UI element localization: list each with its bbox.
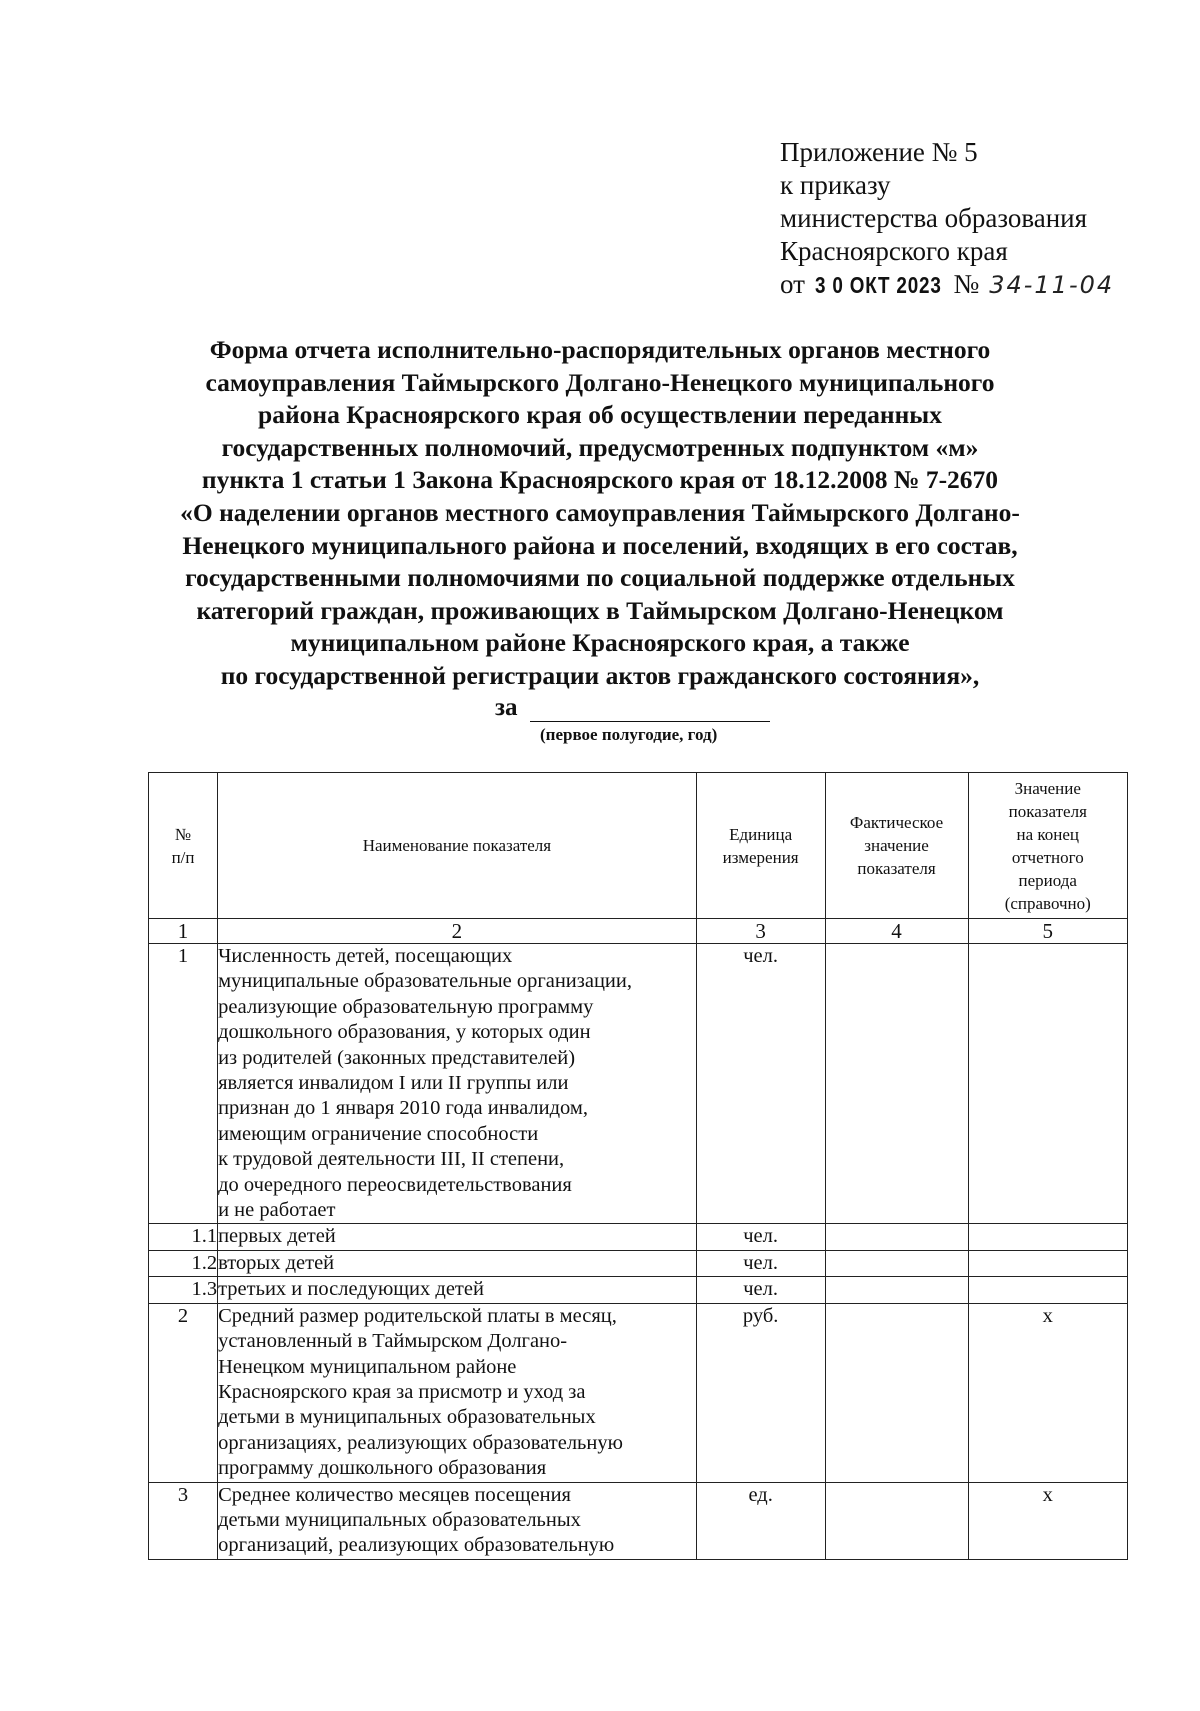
indicator-name-line: организаций, реализующих образовательную [218, 1534, 615, 1557]
appendix-line-1: Приложение № 5 [780, 137, 978, 167]
col-number-1: 1 [149, 919, 218, 944]
indicator-name [218, 1250, 697, 1276]
column-numbers-row [149, 919, 1128, 944]
actual-value-cell[interactable] [825, 1303, 968, 1482]
date-prefix: от [780, 269, 805, 299]
indicator-name [218, 1482, 697, 1559]
indicator-name-line: детьми в муниципальных образовательных [218, 1406, 596, 1429]
indicator-name-line: к трудовой деятельности III, II степени, [218, 1148, 565, 1171]
col-number-4: 4 [825, 919, 968, 944]
indicator-name-line: является инвалидом I или II группы или [218, 1072, 569, 1095]
period-note: (первое полугодие, год) [540, 725, 718, 744]
indicator-name-line: реализующие образовательную программу [218, 995, 594, 1018]
title-line: муниципальном районе Красноярского края, а также [290, 628, 910, 658]
actual-value-cell[interactable] [825, 1224, 968, 1250]
header-end-period [968, 773, 1127, 919]
indicator-name-line: до очередного переосвидетельствования [218, 1173, 572, 1196]
appendix-line-2: к приказу [780, 170, 891, 200]
report-table [148, 772, 1128, 1560]
header-num [149, 773, 218, 919]
indicator-name-line: дошкольного образования, у которых один [218, 1021, 591, 1044]
indicator-name-line: Средний размер родительской платы в месяц, [218, 1304, 617, 1327]
header-unit-line-2: измерения [722, 847, 799, 867]
header-actual-line-1: Фактическое [849, 813, 944, 832]
row-number: 1.2 [149, 1250, 218, 1276]
header-end-line-6: (справочно) [1004, 893, 1091, 913]
unit-of-measure: ед. [696, 1482, 825, 1559]
col-number-2: 2 [218, 919, 697, 944]
header-end-line-4: отчетного [1011, 847, 1084, 867]
title-line: пункта 1 статьи 1 Закона Красноярского края от 18.12.2008 № 7-2670 [201, 465, 999, 495]
indicator-name [218, 1303, 697, 1482]
row-number: 1.3 [149, 1277, 218, 1303]
appendix-date-line [780, 268, 1114, 302]
indicator-name-line: Среднее количество месяцев посещения [218, 1483, 571, 1506]
indicator-name-line: детьми муниципальных образовательных [218, 1508, 581, 1531]
header-end-line-2: показателя [1008, 801, 1087, 821]
table-row [149, 1250, 1128, 1276]
period-line [495, 694, 770, 722]
actual-value-cell[interactable] [825, 1250, 968, 1276]
indicator-name-line: Красноярского края за присмотр и уход за [218, 1380, 586, 1403]
table-row [149, 944, 1128, 1224]
end-period-value-cell[interactable] [968, 944, 1127, 1224]
unit-of-measure: чел. [696, 1224, 825, 1250]
unit-of-measure: чел. [696, 944, 825, 1224]
header-actual-line-2: значение [864, 836, 929, 855]
order-date-stamp: 3 0 ОКТ 2023 [814, 272, 942, 298]
title-line: Ненецкого муниципального района и поселений, входящих в его состав, [182, 530, 1018, 560]
col-number-5: 5 [968, 919, 1127, 944]
title-line: государственными полномочиями по социальной поддержке отдельных [185, 563, 1015, 593]
unit-of-measure: чел. [696, 1277, 825, 1303]
title-line: Форма отчета исполнительно-распорядительных органов местного [209, 335, 991, 364]
indicator-name-line: первых детей [218, 1225, 336, 1248]
table-row [149, 1303, 1128, 1482]
indicator-name-line: признан до 1 января 2010 года инвалидом, [218, 1097, 588, 1120]
end-period-value-cell[interactable] [968, 1250, 1127, 1276]
title-line: государственных полномочий, предусмотренных подпунктом «м» [221, 432, 979, 462]
indicator-name-line: вторых детей [218, 1251, 335, 1274]
actual-value-cell[interactable] [825, 1482, 968, 1559]
title-line: самоуправления Таймырского Долгано-Ненецкого муниципального [205, 367, 995, 397]
unit-of-measure: чел. [696, 1250, 825, 1276]
appendix-block [780, 136, 1114, 302]
header-actual [825, 773, 968, 919]
indicator-name-line: Численность детей, посещающих [218, 945, 513, 967]
row-number: 1 [149, 944, 218, 1224]
end-period-value-cell[interactable] [968, 1277, 1127, 1303]
indicator-name-line: Ненецком муниципальном районе [218, 1355, 517, 1378]
header-end-line-1: Значение [1014, 778, 1081, 798]
number-prefix: № [953, 269, 980, 299]
end-period-value-cell[interactable] [968, 1224, 1127, 1250]
table-row [149, 1482, 1128, 1559]
indicator-name-line: муниципальные образовательные организации, [218, 970, 633, 993]
indicator-name [218, 1277, 697, 1303]
row-number: 2 [149, 1303, 218, 1482]
header-end-line-5: периода [1018, 870, 1077, 890]
indicator-name [218, 1224, 697, 1250]
title-line: категорий граждан, проживающих в Таймырском Долгано-Ненецком [196, 595, 1004, 625]
title-line: района Красноярского края об осуществлении переданных [258, 400, 942, 430]
table-body [149, 919, 1128, 1560]
appendix-line-4: Красноярского края [780, 236, 1008, 266]
end-period-value-cell[interactable]: х [968, 1303, 1127, 1482]
header-actual-line-3: показателя [857, 859, 936, 878]
title-line: «О наделении органов местного самоуправления Таймырского Долгано- [180, 497, 1020, 527]
unit-of-measure: руб. [696, 1303, 825, 1482]
header-num-line-1: № [174, 824, 192, 844]
actual-value-cell[interactable] [825, 1277, 968, 1303]
indicator-name-line: установленный в Таймырском Долгано- [218, 1330, 568, 1353]
header-num-line-2: п/п [171, 847, 195, 867]
period-label: за [495, 694, 518, 721]
header-unit [696, 773, 825, 919]
title-line: по государственной регистрации актов гражданского состояния», [220, 660, 980, 690]
indicator-name-line: из родителей (законных представителей) [218, 1046, 576, 1069]
indicator-name-line: программу дошкольного образования [218, 1457, 547, 1480]
header-name: Наименование показателя [218, 773, 697, 919]
indicator-name-line: организациях, реализующих образовательную [218, 1431, 623, 1454]
table-row [149, 1224, 1128, 1250]
indicator-name-line: имеющим ограничение способности [218, 1122, 539, 1145]
indicator-name-line: и не работает [218, 1199, 336, 1222]
indicator-name-line: третьих и последующих детей [218, 1278, 484, 1301]
header-end-line-3: на конец [1016, 824, 1080, 844]
appendix-line-3: министерства образования [780, 203, 1088, 233]
form-title [100, 334, 1100, 693]
row-number: 3 [149, 1482, 218, 1559]
header-unit-line-1: Единица [729, 824, 793, 844]
period-blank-field [530, 699, 770, 722]
actual-value-cell[interactable] [825, 944, 968, 1224]
col-number-3: 3 [696, 919, 825, 944]
table-row [149, 1277, 1128, 1303]
order-number-handwritten: 34-11-04 [989, 271, 1115, 299]
end-period-value-cell[interactable]: х [968, 1482, 1127, 1559]
indicator-name [218, 944, 697, 1224]
row-number: 1.1 [149, 1224, 218, 1250]
table-header-row [149, 773, 1128, 919]
